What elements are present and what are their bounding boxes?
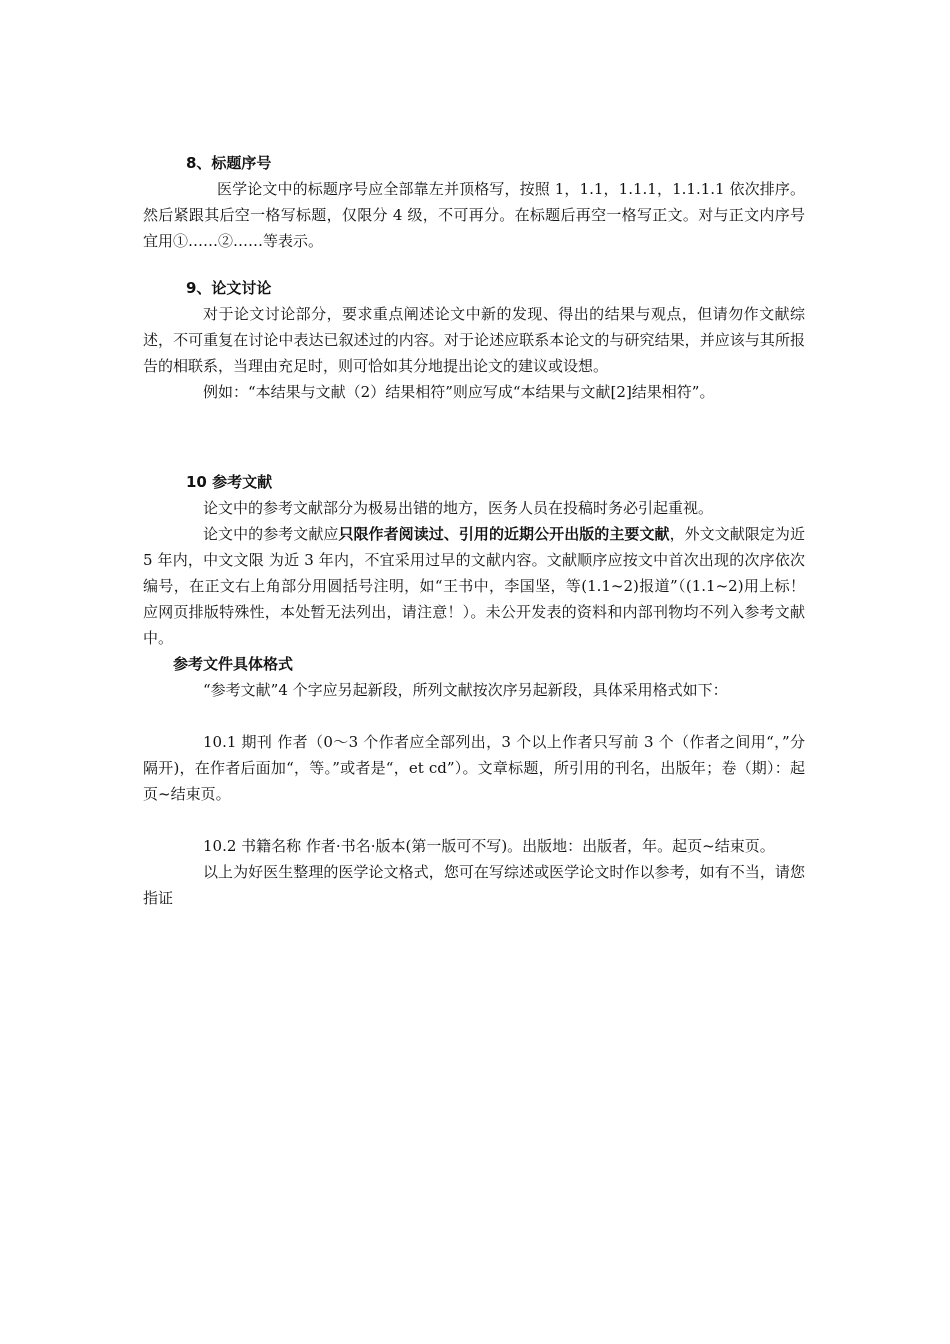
section-8-paragraph: 医学论文中的标题序号应全部靠左并顶格写，按照 1，1.1，1.1.1，1.1.1.1 依次排序。然后紧跟其后空一格写标题，仅限分 4 级，不可再分。在标题后再空一格写正文。对与正文内序号宜用①……②……等表示。 (143, 180, 805, 250)
section-10-heading: 10 参考文献 (186, 473, 273, 491)
section-9-heading: 9、论文讨论 (186, 279, 272, 297)
paragraph-text: ，外文文献限定为近 5 年内，中文文限 为近 3 年内，不宜采用过早的文献内容。文献顺序应按文中首次出现的次序依次编号，在正文右上角部分用圆括号注明，如“王书中，李国坚，等(1.1~2)报道”（(1.1~2)用上标！应网页排版特殊性，本处暂无法列出，请注意！）。未公开发表的资料和内部刊物均不列入参考文献中。 (143, 525, 805, 647)
journal-format: 10.1 期刊 作者（0～3 个作者应全部列出，3 个以上作者只写前 3 个（作者之间用“，”分隔开)，在作者后面加“，等。”或者是“，et cd”）。文章标题，所引用的刊名，出版年；卷（期）：起页~结束页。 (143, 733, 805, 803)
format-heading: 参考文件具体格式 (173, 655, 294, 673)
section-9-paragraph-2: 例如：“本结果与文献（2）结果相符”则应写成“本结果与文献[2]结果相符”。 (203, 383, 715, 401)
spacer (143, 703, 805, 729)
closing-paragraph: 以上为好医生整理的医学论文格式，您可在写综述或医学论文时作以参考，如有不当，请您指证 (143, 863, 805, 907)
section-10-paragraph-2 (143, 521, 805, 651)
spacer (143, 254, 805, 275)
section-9-paragraph-1: 对于论文讨论部分，要求重点阐述论文中新的发现、得出的结果与观点，但请勿作文献综述，不可重复在讨论中表达已叙述过的内容。对于论述应联系本论文的与研究结果，并应该与其所报告的相联系，当理由充足时，则可恰如其分地提出论文的建议或设想。 (143, 305, 805, 375)
format-intro: “参考文献”4 个字应另起新段，所列文献按次序另起新段，具体采用格式如下： (203, 681, 728, 699)
book-format: 10.2 书籍名称 作者·书名·版本(第一版可不写)。出版地：出版者，年。起页~结束页。 (203, 837, 775, 855)
spacer (143, 807, 805, 833)
spacer (143, 405, 805, 469)
section-10-paragraph-1: 论文中的参考文献部分为极易出错的地方，医务人员在投稿时务必引起重视。 (203, 499, 714, 517)
section-8-heading: 8、标题序号 (186, 154, 272, 172)
document-body (143, 150, 805, 911)
emphasis-text: 只限作者阅读过、引用的近期公开出版的主要文献 (338, 525, 670, 543)
paragraph-text: 论文中的参考文献应 (203, 525, 339, 543)
